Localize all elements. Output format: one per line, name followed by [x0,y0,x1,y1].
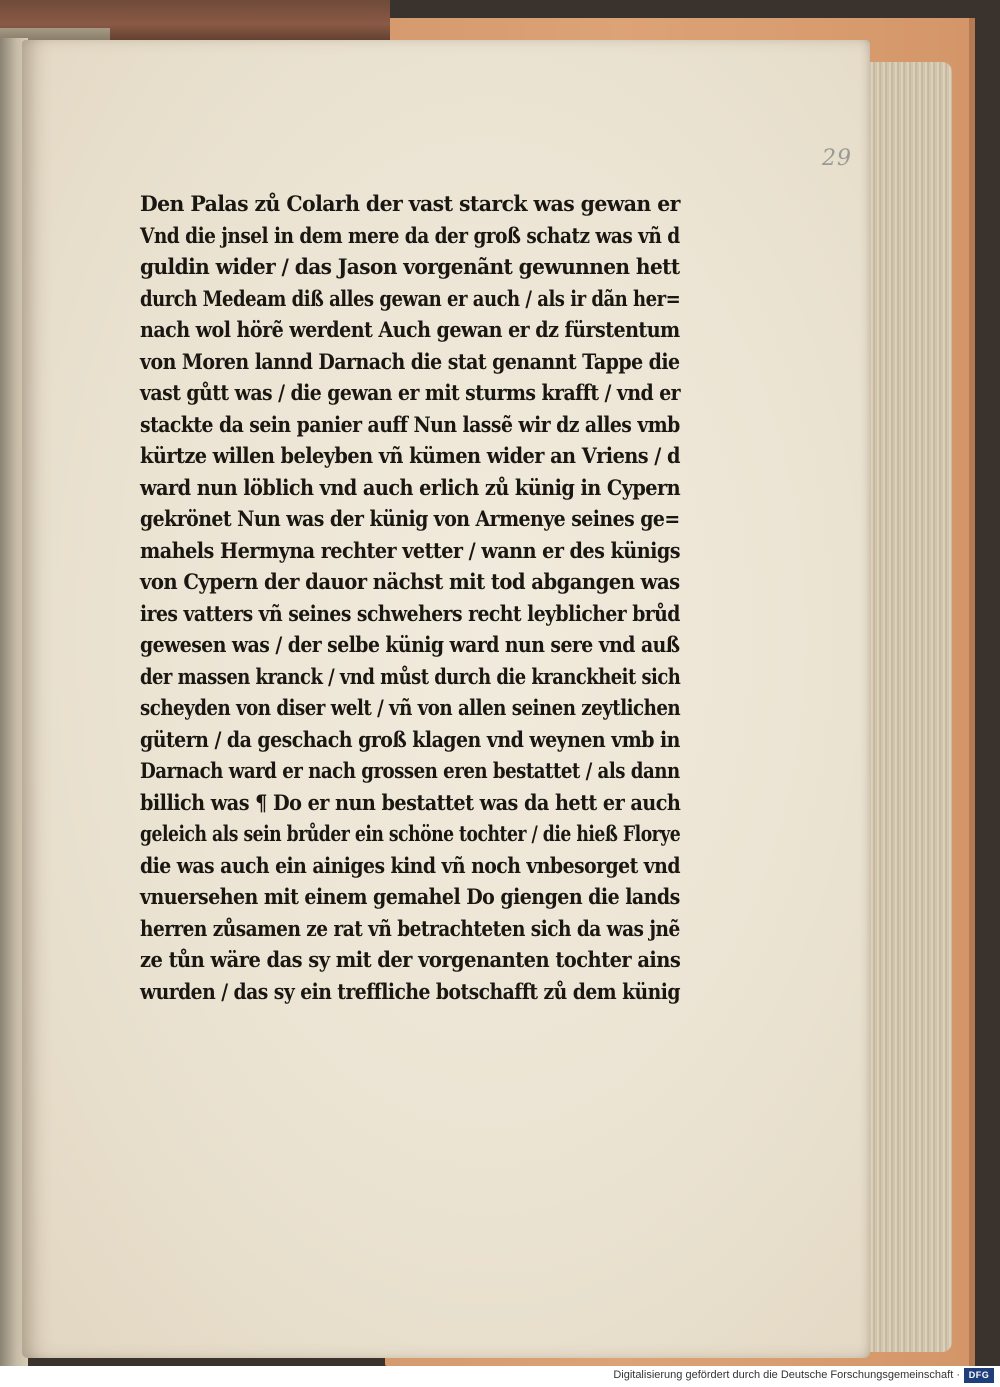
text-line: kürtze willen beleyben vñ kümen wider an Vriens / d [140,443,680,468]
text-line: guldin wider / das Jason vorgenãnt gewunnen hett [140,254,680,279]
text-line: vast gůtt was / die gewan er mit sturms krafft / vnd er [140,380,681,405]
text-line: nach wol hörẽ werdent Auch gewan er dz fürstentum [140,317,680,342]
text-line: Darnach ward er nach grossen eren bestattet / als dann [140,758,680,783]
folio-number: 29 [822,146,852,171]
dfg-logo: DFG [964,1368,994,1383]
text-line: ires vatters vñ seines schwehers recht leyblicher brůd [140,600,680,626]
text-line: vnuersehen mit einem gemahel Do giengen die lands [140,884,680,909]
text-line: Den Palas zů Colarh der vast starck was gewan er [140,191,680,216]
text-line: scheyden von diser welt / vñ von allen seinen zeytlichen [140,695,681,720]
text-line: herren zůsamen ze rat vñ betrachteten sich da was jnẽ [140,915,680,941]
text-line: der massen kranck / vnd můst durch die kranckheit sich [140,663,681,689]
text-line: mahels Hermyna rechter vetter / wann er des künigs [140,537,681,563]
text-line: von Cypern der dauor nächst mit tod abgangen was [140,569,680,594]
text-line: wurden / das sy ein treffliche botschafft zů dem künig [140,978,680,1004]
text-line: die was auch ein ainiges kind vñ noch vnbesorget vnd [140,852,680,878]
text-line: ze tůn wäre das sy mit der vorgenanten tochter ains [140,947,681,972]
text-line: Vnd die jnsel in dem mere da der groß schatz was vñ d [140,222,680,248]
text-line: geleich als sein brůder ein schöne tochter / die hieß Florye [140,821,681,846]
book-cover-edge [969,18,975,1366]
text-line: ward nun löblich vnd auch erlich zů künig in Cypern [140,474,681,500]
footer-bar [0,1366,1000,1387]
text-line: von Moren lannd Darnach die stat genannt Tappe die [140,348,680,374]
text-line: gewesen was / der selbe künig ward nun sere vnd auß [140,632,680,657]
text-line: billich was ¶ Do er nun bestattet was da hett er auch [140,789,681,815]
text-line: stackte da sein panier auff Nun lassẽ wir dz alles vmb [140,411,680,437]
footer-credit: Digitalisierung gefördert durch die Deutsche Forschungsgemeinschaft · [613,1369,960,1381]
text-line: gütern / da geschach groß klagen vnd weynen vmb in [140,726,680,752]
printed-text-block [140,188,680,1007]
text-line: durch Medeam diß alles gewan er auch / als ir dãn her= [140,285,681,311]
text-line: gekrönet Nun was der künig von Armenye seines ge= [140,506,680,531]
